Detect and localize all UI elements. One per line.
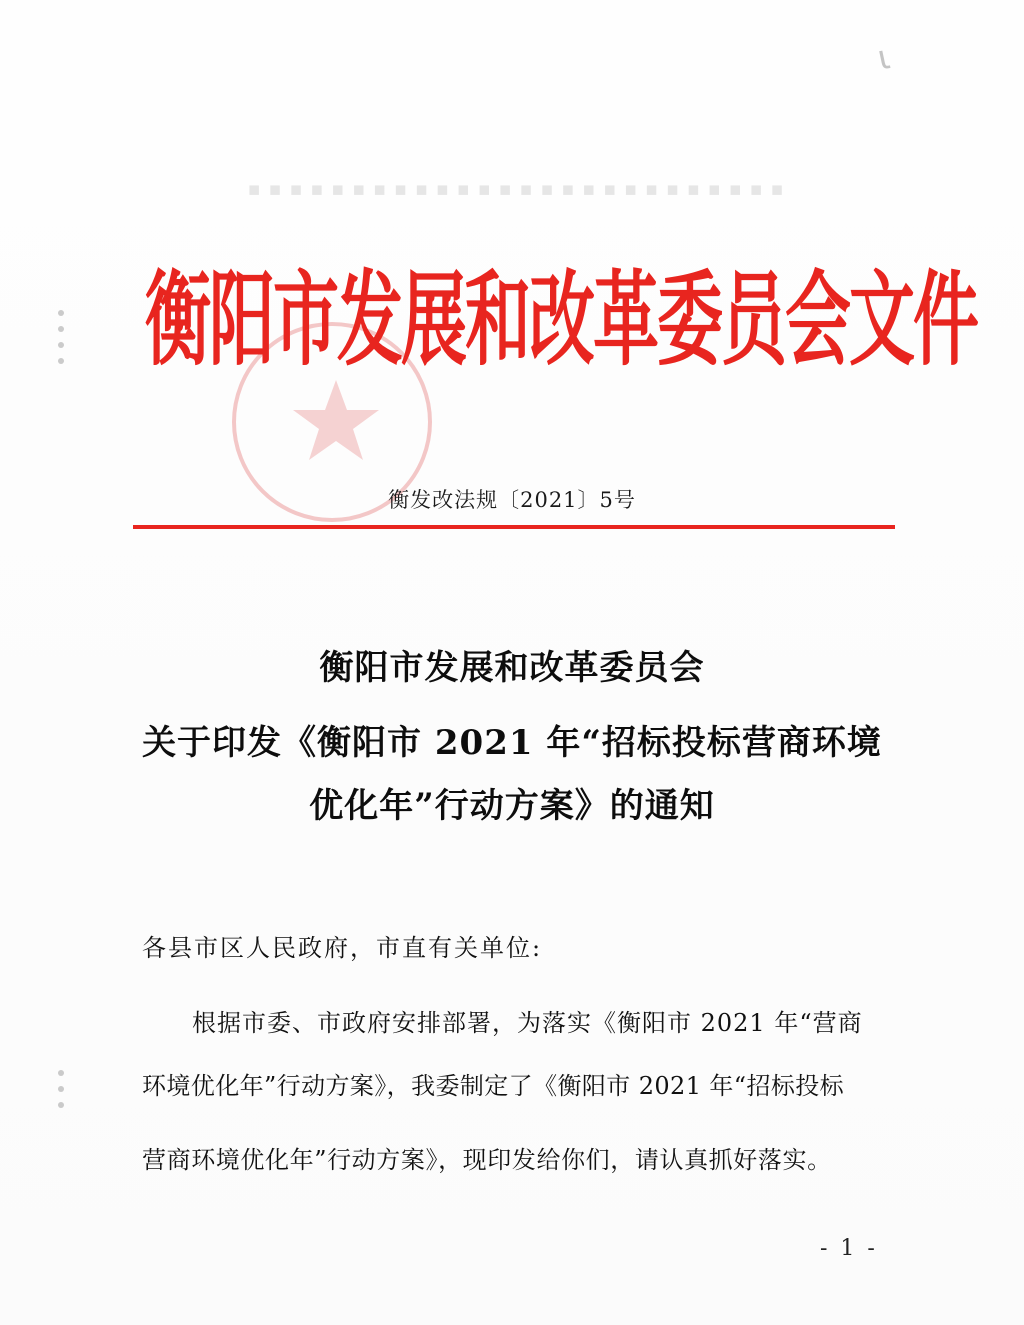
body-paragraph-line: 环境优化年”行动方案》，我委制定了《衡阳市 2021 年“招标投标 <box>142 1072 845 1100</box>
issuer-header-title: 衡阳市发展和改革委员会文件 <box>145 258 977 380</box>
notice-title-line-2: 关于印发《衡阳市 2021 年“招标投标营商环境 <box>142 723 882 763</box>
reverse-side-show-through: ▪ ▪ ▪ ▪ ▪ ▪ ▪ ▪ ▪ ▪ ▪ ▪ ▪ ▪ ▪ ▪ ▪ ▪ ▪ ▪ ▪ ▪ ▪ ▪ ▪ ▪ <box>246 178 784 200</box>
notice-title-line-3: 优化年”行动方案》的通知 <box>309 786 715 826</box>
page-number: - 1 - <box>820 1236 878 1261</box>
pencil-mark-icon: ɩ <box>873 37 894 79</box>
notice-title-line-1: 衡阳市发展和改革委员会 <box>319 648 705 688</box>
red-divider-line <box>133 525 895 529</box>
binding-hole-marks <box>52 300 72 364</box>
body-paragraph-line: 营商环境优化年”行动方案》，现印发给你们，请认真抓好落实。 <box>142 1146 832 1174</box>
addressee-line: 各县市区人民政府，市直有关单位: <box>142 934 543 962</box>
binding-hole-marks-lower <box>52 1060 72 1108</box>
document-number: 衡发改法规〔2021〕5号 <box>388 488 636 512</box>
body-paragraph-line: 根据市委、市政府安排部署，为落实《衡阳市 2021 年“营商 <box>192 1009 863 1037</box>
